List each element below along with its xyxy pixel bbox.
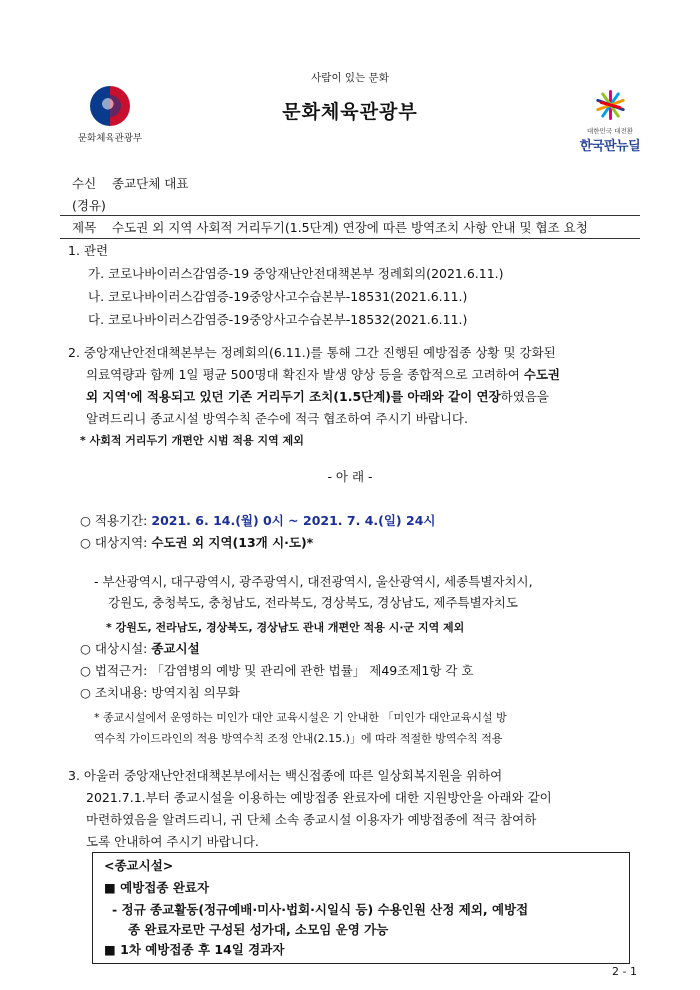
- region-list: - 부산광역시, 대구광역시, 광주광역시, 대전광역시, 울산광역시, 세종특별자치시,: [94, 574, 533, 589]
- section2-line2-text: 의료역량과 함께 1일 평균 500명대 확진자 발생 양상 등을 종합적으로 고려하여: [86, 367, 524, 382]
- region-row: [80, 535, 313, 551]
- measure-note: 역수칙 가이드라인의 적용 방역수칙 조정 안내(2.15.)」에 따라 적절한 방역수칙 적용: [94, 732, 503, 745]
- section3-line: 도록 안내하여 주시기 바랍니다.: [86, 834, 259, 849]
- box-title: <종교시설>: [104, 858, 174, 873]
- section2-line: [86, 367, 560, 383]
- ministry-title: 문화체육관광부: [282, 101, 418, 123]
- subject-value: 수도권 외 지역 사회적 거리두기(1.5단계) 연장에 따른 방역조치 사항 안내 및 협조 요청: [112, 220, 588, 235]
- facility-row: [80, 641, 200, 657]
- via: (경유): [72, 198, 106, 213]
- divider-top: [60, 215, 640, 216]
- law-row: [80, 663, 474, 679]
- page-number: 2 - 1: [612, 965, 637, 978]
- ministry-logo-text: 문화체육관광부: [77, 133, 143, 144]
- divider-bottom: [60, 238, 640, 239]
- new-deal-burst-icon: [590, 86, 630, 124]
- box-sub-item: 종 완료자로만 구성된 성가대, 소모임 운영 가능: [128, 922, 389, 937]
- recipient-value: 종교단체 대표: [112, 176, 189, 191]
- section3-line: 3. 아울러 중앙재난안전대책본부에서는 백신접종에 따른 일상회복지원을 위하여: [68, 768, 503, 783]
- period-row: [80, 513, 435, 529]
- section2-note: * 사회적 거리두기 개편안 시범 적용 지역 제외: [80, 434, 304, 447]
- measure-label: ○ 조치내용:: [80, 685, 152, 700]
- measure-value: 방역지침 의무화: [151, 685, 240, 700]
- below-heading: - 아 래 -: [327, 469, 373, 484]
- measure-row: [80, 685, 240, 701]
- measure-note: * 종교시설에서 운영하는 미인가 대안 교육시설은 기 안내한 「미인가 대안교육시설 방: [94, 711, 507, 724]
- subject-label: 제목: [72, 220, 97, 235]
- slogan: 사람이 있는 문화: [311, 72, 389, 84]
- law-value: 「감염병의 예방 및 관리에 관한 법률」 제49조제1항 각 호: [151, 663, 474, 678]
- box-item: ■ 예방접종 완료자: [104, 880, 210, 895]
- section1-item: 가. 코로나바이러스감염증-19 중앙재난안전대책본부 정례회의(2021.6.11.): [88, 266, 504, 281]
- period-label: ○ 적용기간:: [80, 513, 152, 528]
- section2-line: [86, 389, 549, 405]
- section2-line3-tail: 하였음을: [500, 389, 549, 404]
- period-value: 2021. 6. 14.(월) 0시 ~ 2021. 7. 4.(일) 24시: [151, 513, 436, 528]
- section1-item: 나. 코로나바이러스감염증-19중앙사고수습본부-18531(2021.6.11.): [88, 289, 468, 304]
- section2-line: 2. 중앙재난안전대책본부는 정례회의(6.11.)를 통해 그간 진행된 예방접종 상황 및 강화된: [68, 345, 556, 360]
- section2-line: 알려드리니 종교시설 방역수칙 준수에 적극 협조하여 주시기 바랍니다.: [86, 411, 468, 426]
- section2-line2-emph: 수도권: [523, 367, 561, 382]
- region-value: 수도권 외 지역(13개 시·도)*: [151, 535, 314, 550]
- facility-label: ○ 대상시설:: [80, 641, 152, 656]
- new-deal-small-text: 대한민국 대전환: [586, 127, 634, 135]
- region-note: * 강원도, 전라남도, 경상북도, 경상남도 관내 개편안 적용 시·군 지역 제외: [106, 621, 465, 634]
- region-label: ○ 대상지역:: [80, 535, 152, 550]
- region-list: 강원도, 충청북도, 충청남도, 전라북도, 경상북도, 경상남도, 제주특별자치도: [108, 595, 518, 610]
- section3-line: 마련하였음을 알려드리니, 귀 단체 소속 종교시설 이용자가 예방접종에 적극 참여하: [86, 812, 537, 827]
- section1-item: 다. 코로나바이러스감염증-19중앙사고수습본부-18532(2021.6.11.): [88, 312, 468, 327]
- law-label: ○ 법적근거:: [80, 663, 152, 678]
- facility-value: 종교시설: [151, 641, 200, 656]
- new-deal-logo: [570, 86, 650, 154]
- section3-line: 2021.7.1.부터 종교시설을 이용하는 예방접종 완료자에 대한 지원방안을 아래와 같이: [86, 790, 552, 805]
- recipient-label: 수신: [72, 176, 97, 191]
- section2-line3-emph: 외 지역'에 적용되고 있던 기존 거리두기 조치(1.5단계)를 아래와 같이 연장: [86, 389, 501, 404]
- new-deal-big-text: 한국판뉴딜: [579, 139, 641, 154]
- box-sub-item: - 정규 종교활동(정규예배·미사·법회·시일식 등) 수용인원 산정 제외, 예방접: [112, 902, 529, 917]
- box-item: ■ 1차 예방접종 후 14일 경과자: [104, 942, 285, 957]
- section1-heading: 1. 관련: [68, 243, 109, 258]
